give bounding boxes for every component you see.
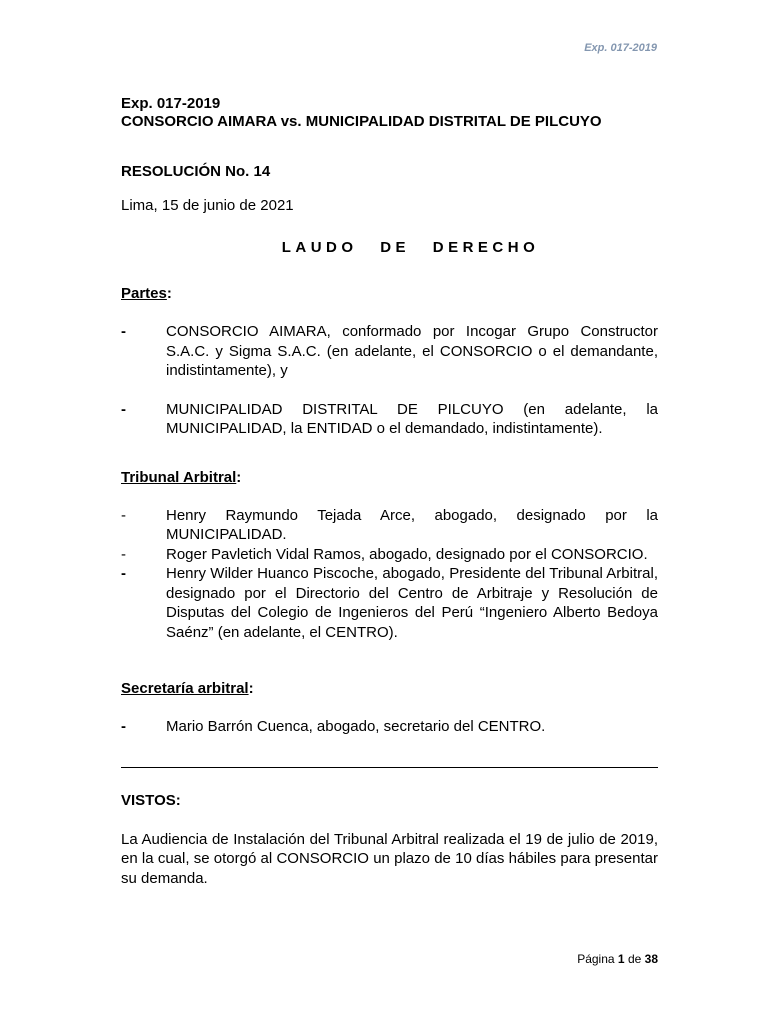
party-consorcio: CONSORCIO AIMARA, conformado por Incogar Grupo Constructor S.A.C. y Sigma S.A.C. (en adelante, el CONSORCIO o el demandante, indistintamente), y <box>166 323 658 379</box>
arbitrator-2: Roger Pavletich Vidal Ramos, abogado, designado por el CONSORCIO. <box>166 545 648 563</box>
secretary: Mario Barrón Cuenca, abogado, secretario del CENTRO. <box>166 718 546 735</box>
bullet: - <box>121 506 126 524</box>
of-word: de <box>627 952 642 966</box>
bullet: - <box>121 323 126 340</box>
case-parties-title: CONSORCIO AIMARA vs. MUNICIPALIDAD DISTRITAL DE PILCUYO <box>121 113 602 130</box>
page-current: 1 <box>617 952 625 966</box>
secretaria-list <box>121 717 658 737</box>
bullet: - <box>121 718 126 735</box>
section-secretaria-heading <box>121 680 658 698</box>
list-item <box>121 322 658 381</box>
list-item <box>121 717 658 737</box>
case-header <box>121 95 658 131</box>
running-header: Exp. 017-2019 <box>584 42 657 54</box>
partes-list <box>121 322 658 439</box>
page-footer <box>577 952 658 966</box>
bullet: - <box>121 545 126 563</box>
arbitrator-1: Henry Raymundo Tejada Arce, abogado, designado por la MUNICIPALIDAD. <box>166 506 658 543</box>
partes-heading-colon: : <box>166 285 172 302</box>
partes-heading-text: Partes <box>121 285 167 302</box>
list-item <box>121 564 658 642</box>
case-number: Exp. 017-2019 <box>121 95 221 112</box>
section-partes-heading <box>121 285 658 303</box>
tribunal-heading-colon: : <box>236 468 242 486</box>
page-total: 38 <box>644 952 658 966</box>
list-item <box>121 545 658 565</box>
arbitrator-president: Henry Wilder Huanco Piscoche, abogado, Presidente del Tribunal Arbitral, designado por el Directorio del Centro de Arbitraje y Resolución de Disputas del Colegio de Ingenieros del Perú “Ingeniero Alberto Bedoya Saénz” (en adelante, el CENTRO). <box>166 565 658 641</box>
list-item <box>121 506 658 545</box>
tribunal-heading-text: Tribunal Arbitral <box>121 468 237 486</box>
bullet: - <box>121 565 126 582</box>
bullet: - <box>121 400 126 418</box>
document-body <box>121 95 658 903</box>
list-item <box>121 400 658 439</box>
place-date: Lima, 15 de junio de 2021 <box>121 197 294 214</box>
secretaria-heading-text: Secretaría arbitral <box>121 680 249 697</box>
secretaria-heading-colon: : <box>248 680 254 697</box>
tribunal-list <box>121 506 658 643</box>
document-title: LAUDO DE DERECHO <box>281 239 540 256</box>
vistos-heading: VISTOS: <box>121 791 181 809</box>
resolution-number: RESOLUCIÓN No. 14 <box>121 163 271 180</box>
page-word: Página <box>577 952 615 966</box>
horizontal-rule <box>121 767 658 768</box>
section-tribunal-heading <box>121 469 658 487</box>
party-municipalidad: MUNICIPALIDAD DISTRITAL DE PILCUYO (en adelante, la MUNICIPALIDAD, la ENTIDAD o el demandado, indistintamente). <box>166 400 658 437</box>
vistos-paragraph: La Audiencia de Instalación del Tribunal Arbitral realizada el 19 de julio de 2019, en la cual, se otorgó al CONSORCIO un plazo de 10 días hábiles para presentar su demanda. <box>121 830 658 887</box>
